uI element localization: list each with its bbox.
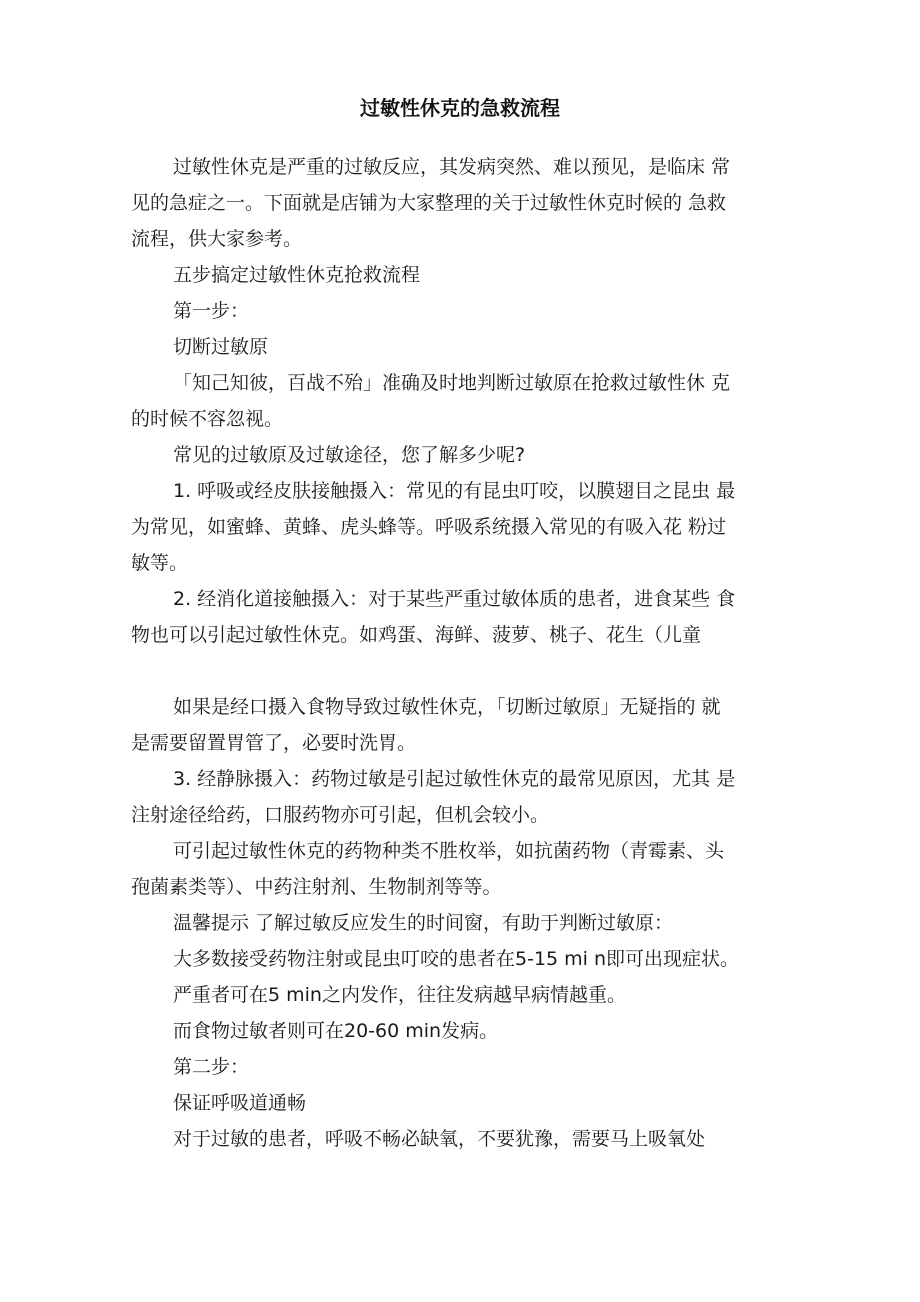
paragraph-line: 如果是经口摄入食物导致过敏性休克，「切断过敏原」无疑指的 就 — [173, 696, 721, 718]
paragraph-line: 1. 呼吸或经皮肤接触摄入：常见的有昆虫叮咬，以膜翅目之昆虫 最 — [173, 480, 736, 502]
paragraph-line: 敏等。 — [131, 552, 189, 574]
paragraph-line: 物也可以引起过敏性休克。如鸡蛋、海鲜、菠萝、桃子、花生（儿童 — [131, 624, 702, 646]
paragraph-line: 切断过敏原 — [173, 336, 269, 358]
paragraph-line: 严重者可在5 min之内发作，往往发病越早病情越重。 — [173, 984, 626, 1006]
paragraph-line: 大多数接受药物注射或昆虫叮咬的患者在5-15 mi n即可出现症状。 — [173, 948, 740, 970]
paragraph-line: 过敏性休克是严重的过敏反应，其发病突然、难以预见，是临床 常 — [173, 156, 731, 178]
paragraph-line: 的时候不容忽视。 — [131, 408, 284, 430]
paragraph-line: 2. 经消化道接触摄入：对于某些严重过敏体质的患者，进食某些 食 — [173, 588, 736, 610]
paragraph-line: 「知己知彼，百战不殆」准确及时地判断过敏原在抢救过敏性休 克 — [173, 372, 731, 394]
paragraph-line: 常见的过敏原及过敏途径，您了解多少呢? — [173, 444, 526, 466]
paragraph-line: 见的急症之一。下面就是店铺为大家整理的关于过敏性休克时候的 急救 — [131, 192, 727, 214]
paragraph-line: 3. 经静脉摄入：药物过敏是引起过敏性休克的最常见原因，尤其 是 — [173, 768, 736, 790]
paragraph-line: 五步搞定过敏性休克抢救流程 — [173, 264, 421, 286]
paragraph-line: 流程，供大家参考。 — [131, 228, 303, 250]
paragraph-line: 第二步： — [173, 1056, 250, 1078]
paragraph-line: 为常见，如蜜蜂、黄蜂、虎头蜂等。呼吸系统摄入常见的有吸入花 粉过 — [131, 516, 727, 538]
document-title: 过敏性休克的急救流程 — [360, 96, 560, 120]
paragraph-line: 第一步： — [173, 300, 250, 322]
paragraph-line: 温馨提示 了解过敏反应发生的时间窗，有助于判断过敏原： — [173, 912, 674, 934]
paragraph-line: 注射途径给药，口服药物亦可引起，但机会较小。 — [131, 804, 550, 826]
paragraph-line: 是需要留置胃管了，必要时洗胃。 — [131, 732, 417, 754]
paragraph-line: 对于过敏的患者，呼吸不畅必缺氧，不要犹豫，需要马上吸氧处 — [173, 1128, 706, 1150]
paragraph-line: 孢菌素类等）、中药注射剂、生物制剂等等。 — [131, 876, 502, 898]
paragraph-line: 而食物过敏者则可在20-60 min发病。 — [173, 1020, 499, 1042]
paragraph-line: 保证呼吸道通畅 — [173, 1092, 307, 1114]
paragraph-line: 可引起过敏性休克的药物种类不胜枚举，如抗菌药物（青霉素、头 — [173, 840, 725, 862]
